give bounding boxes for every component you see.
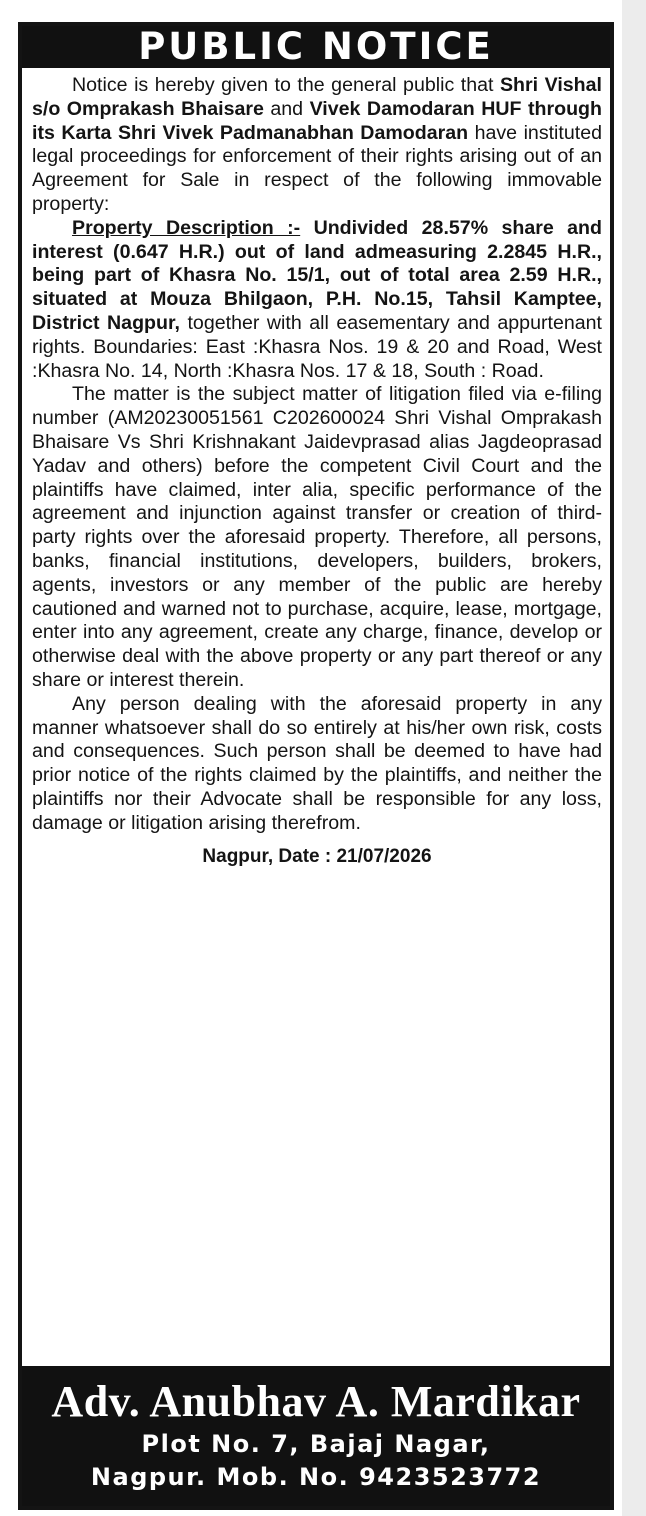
public-notice xyxy=(18,22,614,1510)
notice-body xyxy=(22,68,610,870)
paragraph-property xyxy=(32,217,602,384)
plaintiff-1: Shri Vishal s/o Omprakash Bhaisare xyxy=(32,74,602,120)
plaintiff-2: Vivek Damodaran HUF through its Karta Shri Vivek Padmanabhan Damodaran xyxy=(32,97,602,144)
paragraph-litigation: The matter is the subject matter of litigation filed via e-filing number (AM20230051561 C202600024 Shri Vishal Omprakash Bhaisare Vs Shri Krishnakant Jaidevprasad alias Jagdeoprasad Yadav and others) before the competent Civil Court and the plaintiffs have claimed, inter alia, specific performance of the agreement and injunction against transfer or creation of third-party rights over the aforesaid property. Therefore, all persons, banks, financial institutions, developers, builders, brokers, agents, investors or any member of the public are hereby cautioned and warned not to purchase, acquire, lease, mortgage, enter into any agreement, create any charge, finance, develop or otherwise deal with the above property or any part thereof or any share or interest therein. xyxy=(32,383,602,691)
advocate-address-line1: Plot No. 7, Bajaj Nagar, xyxy=(141,1430,491,1458)
paragraph-intro xyxy=(32,74,602,217)
notice-header xyxy=(22,26,610,68)
advocate-footer xyxy=(22,1366,610,1506)
intro-start: Notice is hereby given to the general public that xyxy=(72,74,500,96)
property-rest: together with all easementary and appurtenant rights. Boundaries: East :Khasra Nos. 19 & 20 and Road, West :Khasra No. 14, North :Khasra Nos. 17 & 18, South : Road. xyxy=(32,311,602,382)
intro-end: have instituted legal proceedings for enforcement of their rights arising out of an Agreement for Sale in respect of the following immovable property: xyxy=(32,121,602,215)
property-details: Undivided 28.57% share and interest (0.647 H.R.) out of land admeasuring 2.2845 H.R., being part of Khasra No. 15/1, out of total area 2.59 H.R., situated at Mouza Bhilgaon, P.H. No.15, Tahsil Kamptee, District Nagpur, xyxy=(32,216,602,334)
paragraph-caution: Any person dealing with the aforesaid property in any manner whatsoever shall do so entirely at his/her own risk, costs and consequences. Such person shall be deemed to have had prior notice of the rights claimed by the plaintiffs, and neither the plaintiffs nor their Advocate shall be responsible for any loss, damage or litigation arising therefrom. xyxy=(32,692,602,834)
place-date: Nagpur, Date : 21/07/2026 xyxy=(202,845,432,867)
notice-title: PUBLIC NOTICE xyxy=(138,25,494,68)
property-heading: Property Description :- xyxy=(72,216,301,239)
advocate-address-line2: Nagpur. Mob. No. 9423523772 xyxy=(90,1463,542,1491)
intro-and: and xyxy=(263,97,310,120)
advocate-name: Adv. Anubhav A. Mardikar xyxy=(51,1377,581,1426)
page-side-strip xyxy=(622,0,646,1516)
